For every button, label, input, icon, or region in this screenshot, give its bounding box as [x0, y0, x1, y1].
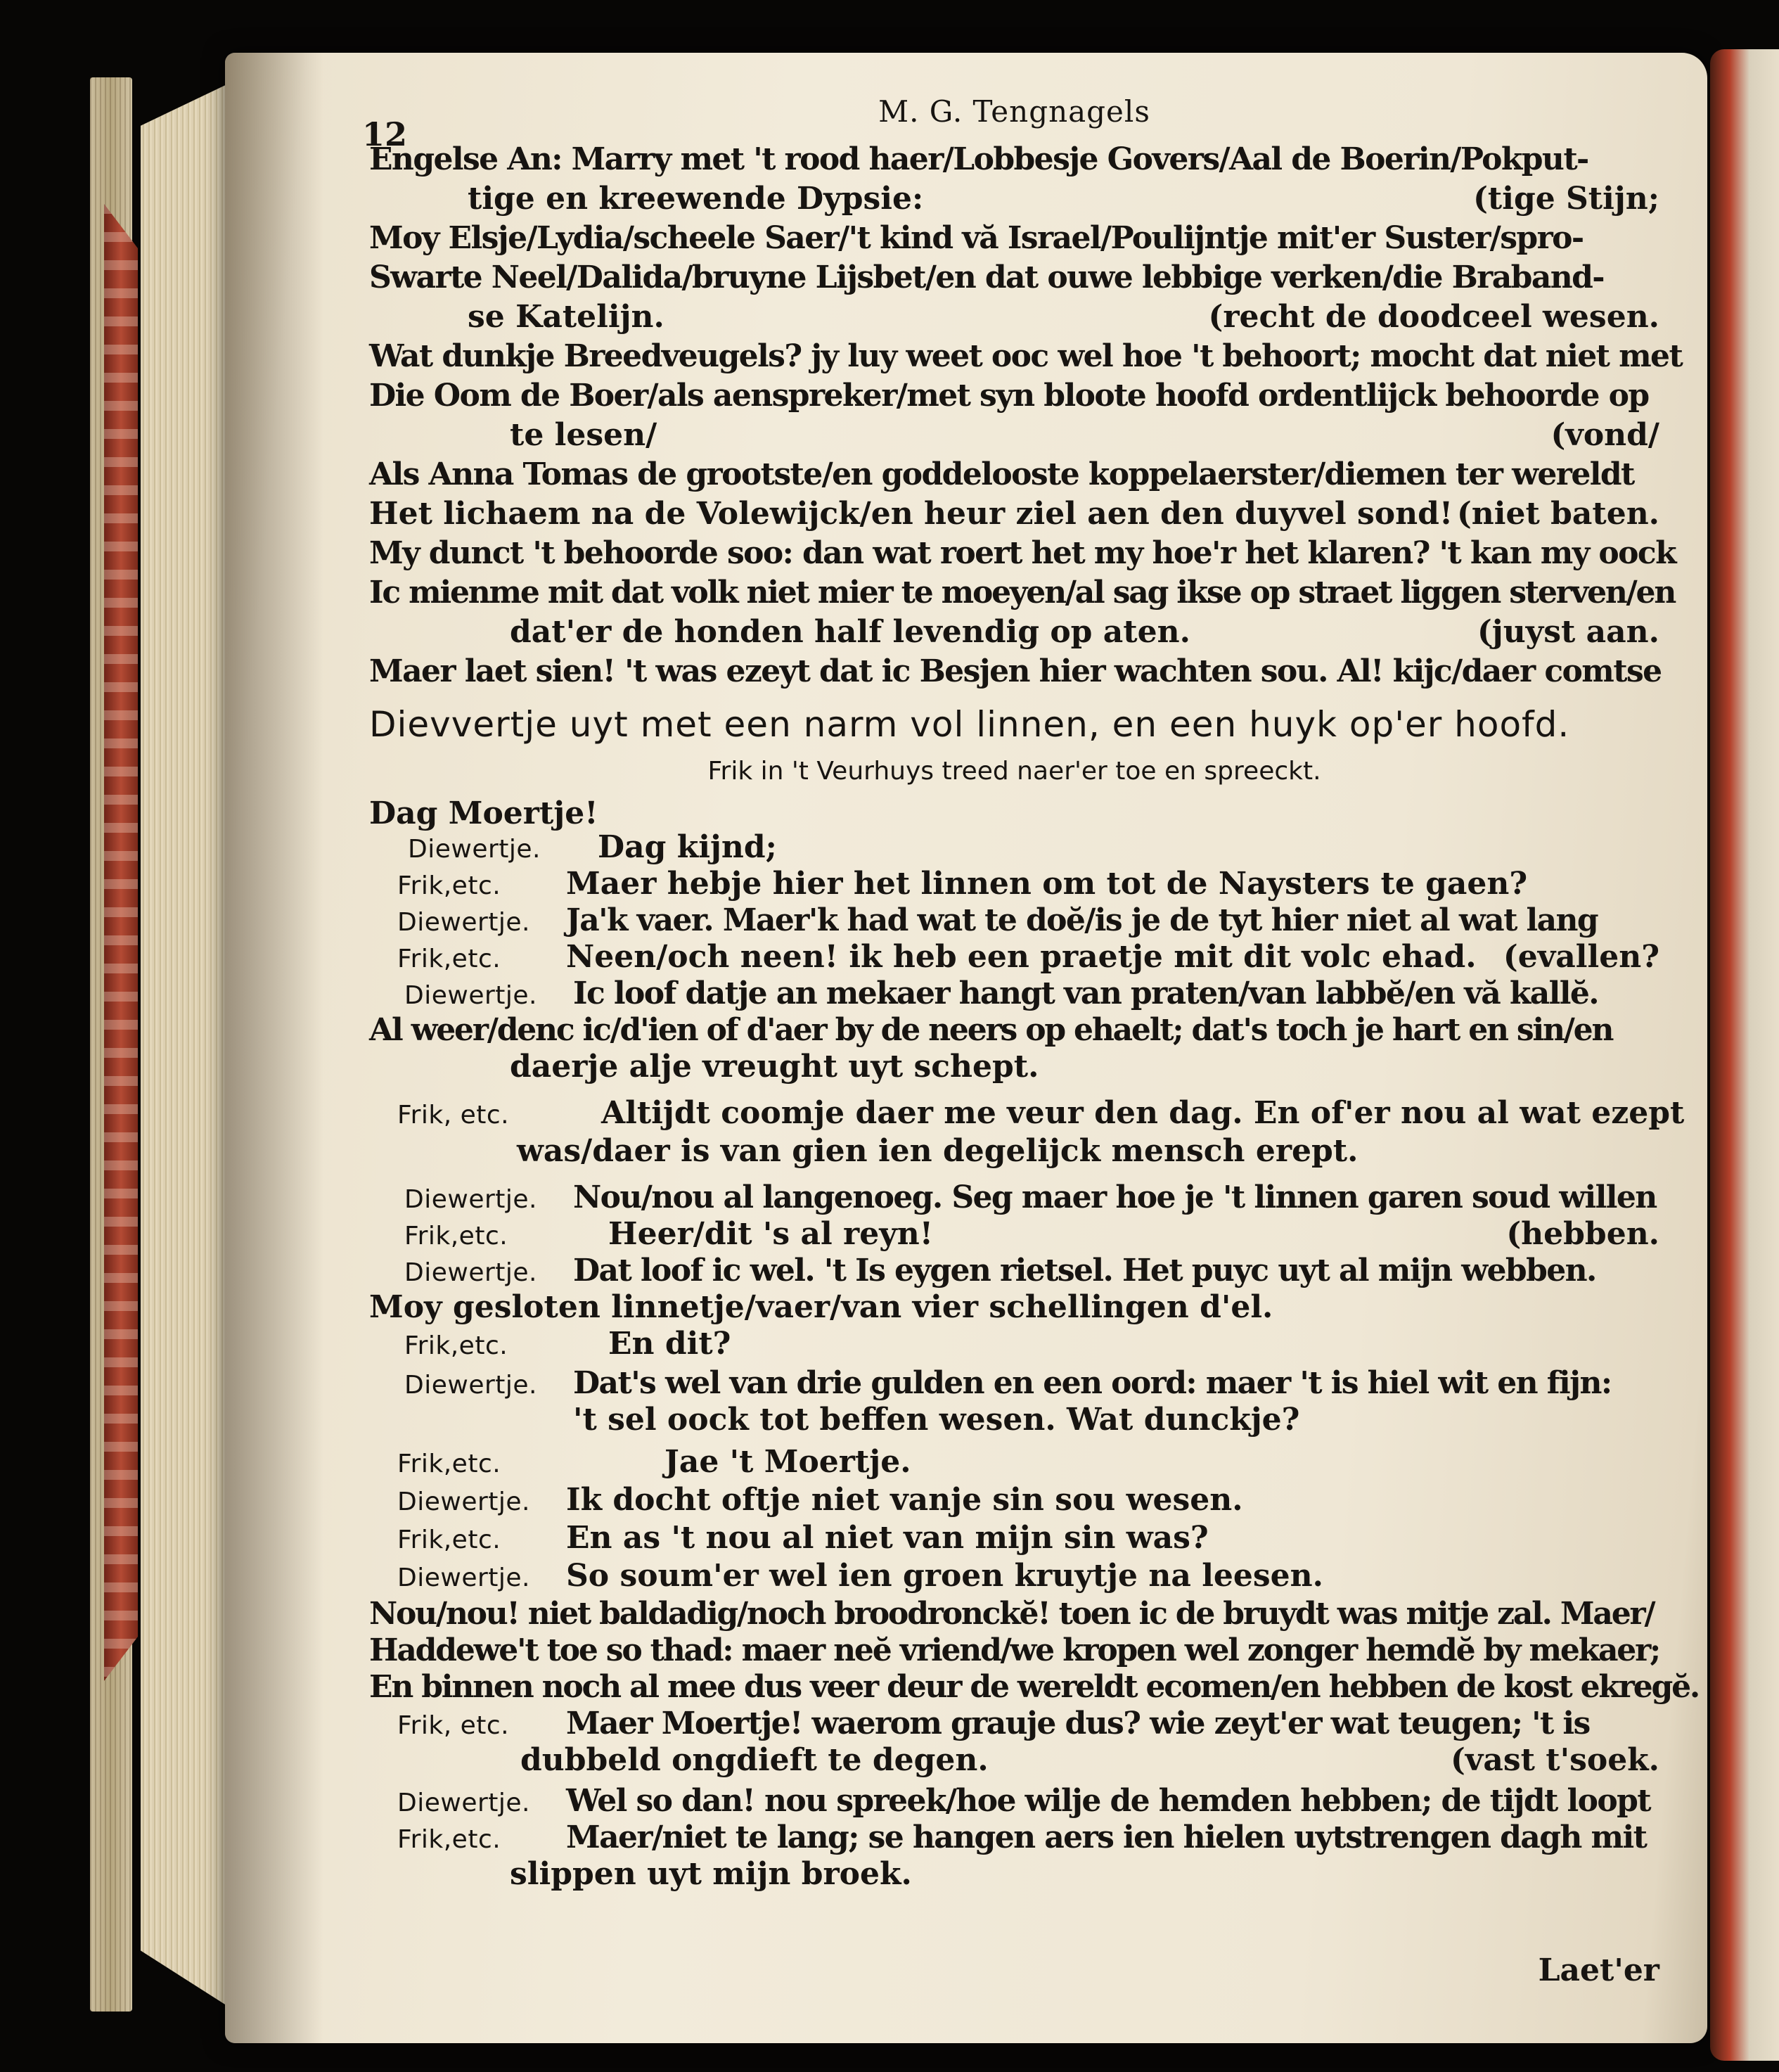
page-text: [362, 84, 1699, 2026]
speech-line: dubbeld ongdieft te degen. (vast t'soek.: [520, 1742, 1659, 1778]
dialogue-line: Diewertje. Nou/nou al langenoeg. Seg maer hoe je 't linnen garen soud willen: [369, 1179, 1659, 1217]
dialogue-line: Diewertje. Dat loof ic wel. 't Is eygen rietsel. Het puyc uyt al mijn webben.: [369, 1252, 1659, 1290]
dialogue-line: Diewertje. So soum'er wel ien groen kruytje na leesen.: [369, 1557, 1659, 1595]
dialogue-line: Frik, etc. Maer Moertje! waerom grauje dus? wie zeyt'er wat teugen; 't is: [369, 1705, 1659, 1743]
speech-line: daerje alje vreught uyt schept.: [510, 1049, 1039, 1085]
running-head: [362, 84, 1659, 153]
speech-line: En binnen noch al mee dus veer deur de wereldt ecomen/en hebben de kost ekregĕ.: [369, 1669, 1699, 1705]
speaker-diewertje: Diewertje.: [397, 1488, 530, 1516]
speaker-frik: Frik,etc.: [397, 871, 501, 900]
text-line: Ic mienme mit dat volk niet mier te moeyen/al sag ikse op straet liggen sterven/en: [369, 575, 1676, 610]
dialogue-line: Frik, etc. Altijdt coomje daer me veur den dag. En of'er nou al wat ezept: [369, 1094, 1659, 1132]
speaker-diewertje: Diewertje.: [397, 1563, 530, 1592]
speech-line: slippen uyt mijn broek.: [510, 1856, 912, 1892]
dialogue-line: Frik,etc. Heer/dit 's al reyn! (hebben.: [369, 1215, 1659, 1253]
text-line: se Katelijn. (recht de doodceel wesen.: [468, 299, 1659, 335]
dialogue-line: Diewertje. Dag kijnd;: [369, 829, 1659, 866]
speaker-diewertje: Diewertje.: [404, 1371, 537, 1400]
text-line: te lesen/ (vond/: [510, 417, 1659, 453]
speaker-frik: Frik,etc.: [404, 1222, 508, 1251]
speaker-diewertje: Diewertje.: [397, 908, 530, 937]
text-line: dat'er de honden half levendig op aten. (juyst aan.: [510, 614, 1659, 650]
speaker-frik: Frik,etc.: [397, 945, 501, 973]
dialogue-line: Frik,etc. Maer hebje hier het linnen om tot de Naysters te gaen?: [369, 865, 1659, 903]
speech-line: Moy gesloten linnetje/vaer/van vier schellingen d'el.: [369, 1289, 1273, 1325]
dialogue-line: Frik,etc. En as 't nou al niet van mijn sin was?: [369, 1519, 1659, 1557]
speaker-frik: Frik,etc.: [397, 1526, 501, 1554]
dialogue-line: Diewertje. Ik docht oftje niet vanje sin sou wesen.: [369, 1481, 1659, 1519]
dialogue-line: Diewertje. Ic loof datje an mekaer hangt van praten/van labbĕ/en vă kallĕ.: [369, 975, 1659, 1013]
speaker-frik: Frik, etc.: [397, 1101, 510, 1130]
text-line: Als Anna Tomas de grootste/en goddelooste koppelaerster/diemen ter wereldt: [369, 456, 1634, 492]
dialogue-line: Frik,etc. Maer/niet te lang; se hangen aers ien hielen uytstrengen dagh mit: [369, 1819, 1659, 1857]
text-line: Wat dunkje Breedveugels? jy luy weet ooc wel hoe 't behoort; mocht dat niet met: [369, 338, 1683, 374]
speech-line: Nou/nou! niet baldadig/noch broodronckĕ! toen ic de bruydt was mitje zal. Maer/: [369, 1596, 1655, 1632]
gutter-shadow: [225, 53, 323, 2043]
dialogue-line: Diewertje. Ja'k vaer. Maer'k had wat te doĕ/is je de tyt hier niet al wat lang: [369, 902, 1659, 940]
dialogue-line: Frik,etc. Jae 't Moertje.: [369, 1443, 1659, 1481]
dialogue-line: Diewertje. Wel so dan! nou spreek/hoe wilje de hemden hebben; de tijdt loopt: [369, 1782, 1659, 1820]
text-line: My dunct 't behoorde soo: dan wat roert het my hoe'r het klaren? 't kan my oock: [369, 535, 1676, 571]
dialogue-line: Diewertje. Dat's wel van drie gulden en een oord: maer 't is hiel wit en fijn:: [369, 1364, 1659, 1402]
speaker-frik: Frik,etc.: [404, 1331, 508, 1360]
stage-direction-entrance: Dievvertje uyt met een narm vol linnen, en een huyk op'er hoofd.: [369, 704, 1570, 745]
speech-line: Haddewe't toe so thad: maer neĕ vriend/we kropen wel zonger hemdĕ by mekaer;: [369, 1632, 1660, 1668]
speaker-frik: Frik, etc.: [397, 1711, 510, 1740]
text-line: Swarte Neel/Dalida/bruyne Lijsbet/en dat ouwe lebbige verken/die Braband-: [369, 260, 1604, 295]
text-line: Die Oom de Boer/als aenspreker/met syn bloote hoofd ordentlijck behoorde op: [369, 378, 1649, 414]
speaker-frik: Frik,etc.: [397, 1450, 501, 1478]
text-line: Het lichaem na de Volewijck/en heur ziel aen den duyvel sond! (niet baten.: [369, 496, 1659, 532]
speaker-diewertje: Diewertje.: [404, 981, 537, 1010]
marbled-cover-edge: [104, 204, 138, 1681]
text-line: Moy Elsje/Lydia/scheele Saer/'t kind vă Israel/Poulijntje mit'er Suster/spro-: [369, 220, 1584, 256]
speech-line: 't sel oock tot beffen wesen. Wat dunckje?: [573, 1402, 1300, 1438]
facing-page-edge: [1710, 49, 1779, 2061]
header-title: M. G. Tengnagels: [878, 94, 1150, 129]
speech-line: Dag Moertje!: [369, 795, 598, 831]
text-line: Engelse An: Marry met 't rood haer/Lobbesje Govers/Aal de Boerin/Pokput-: [369, 141, 1588, 177]
speaker-frik: Frik,etc.: [397, 1825, 501, 1854]
speaker-diewertje: Diewertje.: [404, 1185, 537, 1214]
stage-direction: Frik in 't Veurhuys treed naer'er toe en spreeckt.: [707, 757, 1321, 786]
text-line: Maer laet sien! 't was ezeyt dat ic Besjen hier wachten sou. Al! kijc/daer comtse: [369, 653, 1662, 689]
speaker-diewertje: Diewertje.: [397, 1789, 530, 1817]
dialogue-line: Frik,etc. En dit?: [369, 1325, 1659, 1363]
speech-line: was/daer is van gien ien degelijck mensch erept.: [517, 1133, 1359, 1169]
catchword: Laet'er: [1538, 1952, 1659, 1988]
page-number: 12: [362, 115, 408, 153]
dialogue-line: Frik,etc. Neen/och neen! ik heb een praetje mit dit volc ehad. (evallen?: [369, 938, 1659, 976]
speech-line: Al weer/denc ic/d'ien of d'aer by de neers op ehaelt; dat's toch je hart en sin/en: [369, 1012, 1613, 1048]
text-line: tige en kreewende Dypsie: (tige Stijn;: [468, 181, 1659, 217]
speaker-diewertje: Diewertje.: [408, 835, 541, 864]
speaker-diewertje: Diewertje.: [404, 1258, 537, 1287]
